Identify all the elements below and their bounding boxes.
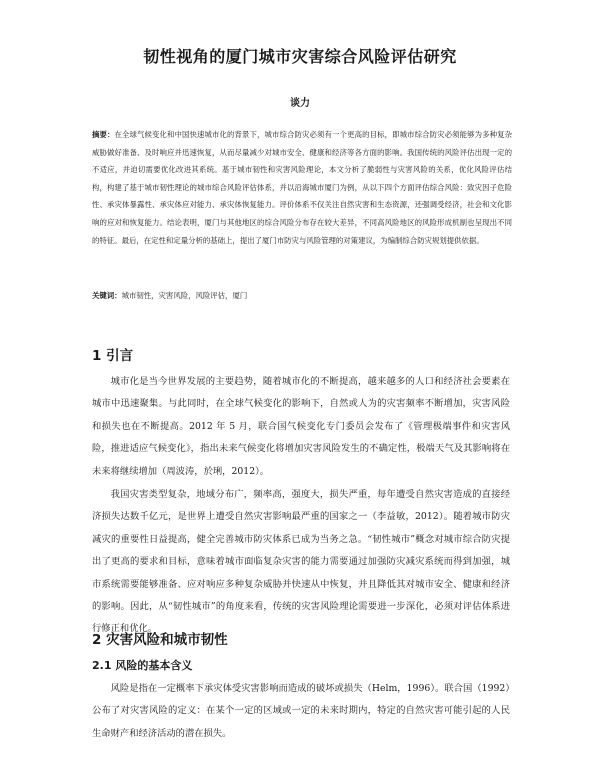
- paper-author: 谈力: [290, 98, 310, 109]
- abstract-text: 在全球气候变化和中国快速城市化的背景下，城市综合防灾必须有一个更高的目标，即城市综合防灾必须能够为多种复杂威胁做好准备、及时响应并迅速恢复，从而尽量减少对城市安全、健康和经济等各方面的影响。我国传统的风险评估出现一定的不适应，并迫切需要优化改进其系统。基于城市韧性和灾害风险理论，本文分析了脆弱性与灾害风险的关系，优化风险评估结构，构建了基于城市韧性理论的城市综合风险评估体系，并以沿海城市厦门为例，从以下四个方面评估综合风险：致灾因子危险性、承灾体暴露性、承灾体应对能力、承灾体恢复能力。评价体系不仅关注自然灾害和生态资源，还强调受经济，社会和文化影响的应对和恢复能力。结论表明，厦门与其他地区的综合风险分布存在较大差异，不同高风险地区的风险形成机制也呈现出不同的特征。最后，在定性和定量分析的基础上，提出了厦门市防灾与风险管理的对策建议，为编制综合防灾规划提供依据。: [92, 130, 512, 245]
- risk-paragraph-1: 风险是指在一定概率下承灾体受灾害影响而造成的破坏或损失（Helm，1996）。联合国（1992）公布了对灾害风险的定义：在某个一定的区域或一定的未来时期内，特定的自然灾害可能引起的人民生命财产和经济活动的潜在损失。: [92, 683, 510, 739]
- intro-paragraph-2: 我国灾害类型复杂，地域分布广，频率高，强度大，损失严重，每年遭受自然灾害造成的直接经济损失达数千亿元，是世界上遭受自然灾害影响最严重的国家之一（李益敏，2012）。随着城市防灾减灾的重要性日益提高，健全完善城市防灾体系已成为当务之急。“韧性城市”概念对城市综合防灾提出了更高的要求和目标，意味着城市面临复杂灾害的能力需要通过加强防灾减灾系统而得到加强，城市系统需要能够准备、应对响应多种复杂威胁并快速从中恢复，并且降低其对城市安全、健康和经济的影响。因此，从“韧性城市”的角度来看，传统的灾害风险理论需要进一步深化，必须对评估体系进行修正和优化。: [92, 489, 510, 635]
- paper-title: 韧性视角的厦门城市灾害综合风险评估研究: [143, 47, 457, 66]
- abstract-label: 摘要：: [92, 130, 115, 139]
- abstract-block: [92, 126, 512, 249]
- subsection-heading-risk-meaning: 2.1 风险的基本含义: [92, 659, 193, 672]
- keywords-text: 城市韧性，灾害风险，风险评估，厦门: [121, 291, 248, 300]
- keywords-label: 关键词：: [92, 291, 122, 300]
- section-heading-introduction: 1 引言: [92, 348, 134, 364]
- intro-paragraph-1: 城市化是当今世界发展的主要趋势，随着城市化的不断提高，越来越多的人口和经济社会要素在城市中迅速聚集。与此同时，在全球气候变化的影响下，自然或人为的灾害频率不断增加，灾害风险和损失也在不断提高。2012 年 5 月，联合国气候变化专门委员会发布了《管理极端事件和灾害风险，推进适应气候变化》，指出未来气候变化将增加灾害风险发生的不确定性，极端天气及其影响将在未来将继续增加（周波涛，於琍，2012）。: [92, 376, 510, 477]
- keywords-block: [92, 289, 512, 303]
- section-heading-disaster-risk: 2 灾害风险和城市韧性: [92, 632, 228, 648]
